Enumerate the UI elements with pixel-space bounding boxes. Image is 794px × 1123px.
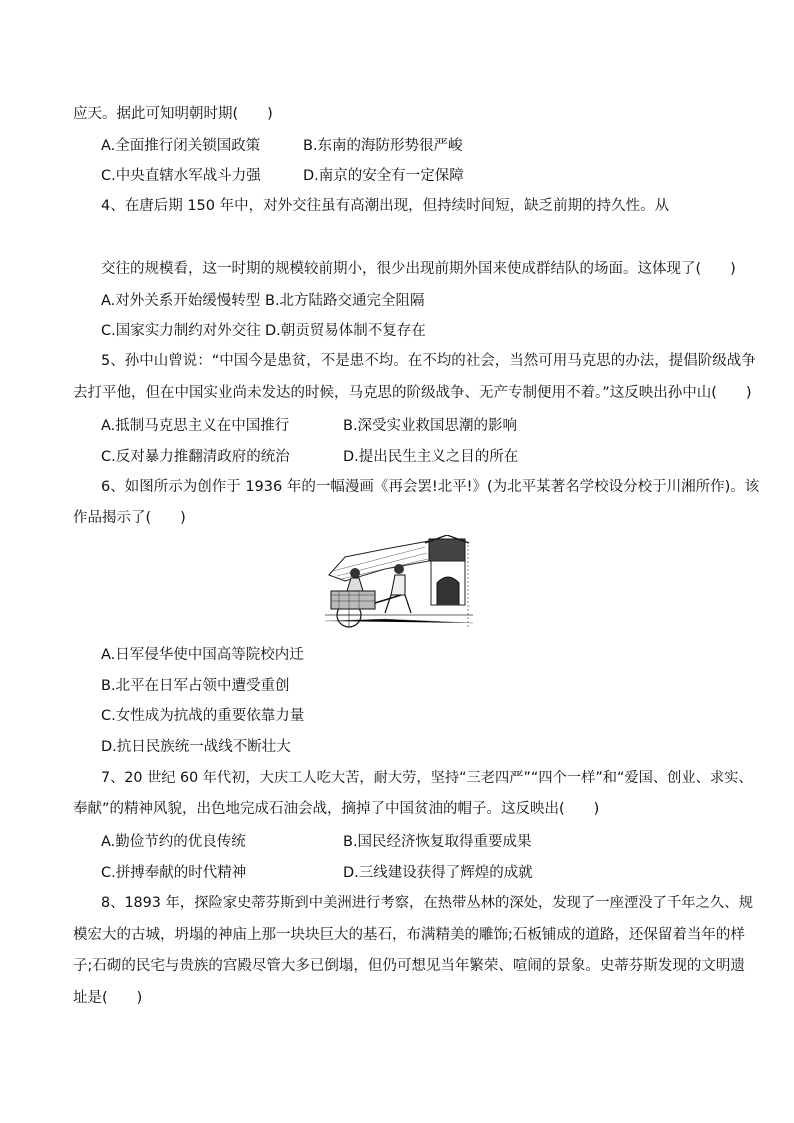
q5-option-b[interactable]: B.深受实业救国思潮的影响 xyxy=(343,418,518,434)
q4-option-c[interactable]: C.国家实力制约对外交往 xyxy=(101,323,261,339)
q5-options-row2 xyxy=(101,445,741,465)
q4-options-row2 xyxy=(101,319,741,339)
q4-option-b[interactable]: B.北方陆路交通完全阻隔 xyxy=(265,293,425,309)
q7-option-c[interactable]: C.拼搏奉献的时代精神 xyxy=(101,865,247,881)
q4-stem-line1: 4、在唐后期 150 年中，对外交往虽有高潮出现，但持续时间短，缺乏前期的持久性。从 xyxy=(101,198,670,214)
q3-options-row1 xyxy=(101,134,741,154)
q5-stem-line1: 5、孙中山曾说：“中国今是患贫，不是患不均。在不均的社会，当然可用马克思的办法，提倡阶级战争 xyxy=(101,353,756,369)
q6-stem-line2: 作品揭示了( ) xyxy=(73,510,186,526)
q4-option-d[interactable]: D.朝贡贸易体制不复存在 xyxy=(265,323,426,339)
q7-options-row2 xyxy=(101,861,741,881)
q7-options-row1 xyxy=(101,830,741,850)
q4-option-a[interactable]: A.对外关系开始缓慢转型 xyxy=(101,293,261,309)
q5-option-a[interactable]: A.抵制马克思主义在中国推行 xyxy=(101,418,290,434)
cartoon-image xyxy=(325,535,473,633)
q5-stem-line2: 去打平他，但在中国实业尚未发达的时候，马克思的阶级战争、无产专制便用不着。”这反映出孙中山( ) xyxy=(73,385,752,401)
q4-options-row1 xyxy=(101,289,741,309)
q3-option-a[interactable]: A.全面推行闭关锁国政策 xyxy=(101,138,261,154)
q6-option-c[interactable]: C.女性成为抗战的重要依靠力量 xyxy=(101,708,305,724)
q3-option-b[interactable]: B.东南的海防形势很严峻 xyxy=(303,138,463,154)
q3-option-c[interactable]: C.中央直辖水军战斗力强 xyxy=(101,168,261,184)
q6-stem-line1: 6、如图所示为创作于 1936 年的一幅漫画《再会罢!北平!》(为北平某著名学校设分校于川湘所作)。该 xyxy=(101,479,760,495)
q5-option-d[interactable]: D.提出民生主义之目的所在 xyxy=(343,449,519,465)
q6-option-d[interactable]: D.抗日民族统一战线不断壮大 xyxy=(101,739,291,755)
q3-options-row2 xyxy=(101,164,741,184)
q3-option-d[interactable]: D.南京的安全有一定保障 xyxy=(303,168,464,184)
q6-option-b[interactable]: B.北平在日军占领中遭受重创 xyxy=(101,678,290,694)
q8-stem-line4: 址是( ) xyxy=(73,990,143,1006)
q8-stem-line3: 子;石砌的民宅与贵族的宫殿尽管大多已倒塌，但仍可想见当年繁荣、喧闹的景象。史蒂芬斯发现的文明遗 xyxy=(73,958,745,974)
q7-stem-line2: 奉献”的精神风貌，出色地完成石油会战，摘掉了中国贫油的帽子。这反映出( ) xyxy=(73,801,600,817)
q8-stem-line1: 8、1893 年，探险家史蒂芬斯到中美洲进行考察，在热带丛林的深处，发现了一座湮没了千年之久、规 xyxy=(101,895,753,911)
q8-stem-line2: 模宏大的古城，坍塌的神庙上那一块块巨大的基石，布满精美的雕饰;石板铺成的道路，还保留着当年的样 xyxy=(73,927,745,943)
q4-stem-line2: 交往的规模看，这一时期的规模较前期小，很少出现前期外国来使成群结队的场面。这体现了( ) xyxy=(101,261,736,277)
q7-option-d[interactable]: D.三线建设获得了辉煌的成就 xyxy=(343,865,533,881)
q5-options-row1 xyxy=(101,414,741,434)
q7-option-a[interactable]: A.勤俭节约的优良传统 xyxy=(101,834,246,850)
q6-option-a[interactable]: A.日军侵华使中国高等院校内迁 xyxy=(101,647,304,663)
q3-tail: 应天。据此可知明朝时期( ) xyxy=(73,106,273,122)
q7-option-b[interactable]: B.国民经济恢复取得重要成果 xyxy=(343,834,532,850)
q7-stem-line1: 7、20 世纪 60 年代初，大庆工人吃大苦，耐大劳，坚持“三老四严”“四个一样”和“爱国、创业、求实、 xyxy=(101,770,753,786)
q5-option-c[interactable]: C.反对暴力推翻清政府的统治 xyxy=(101,449,290,465)
